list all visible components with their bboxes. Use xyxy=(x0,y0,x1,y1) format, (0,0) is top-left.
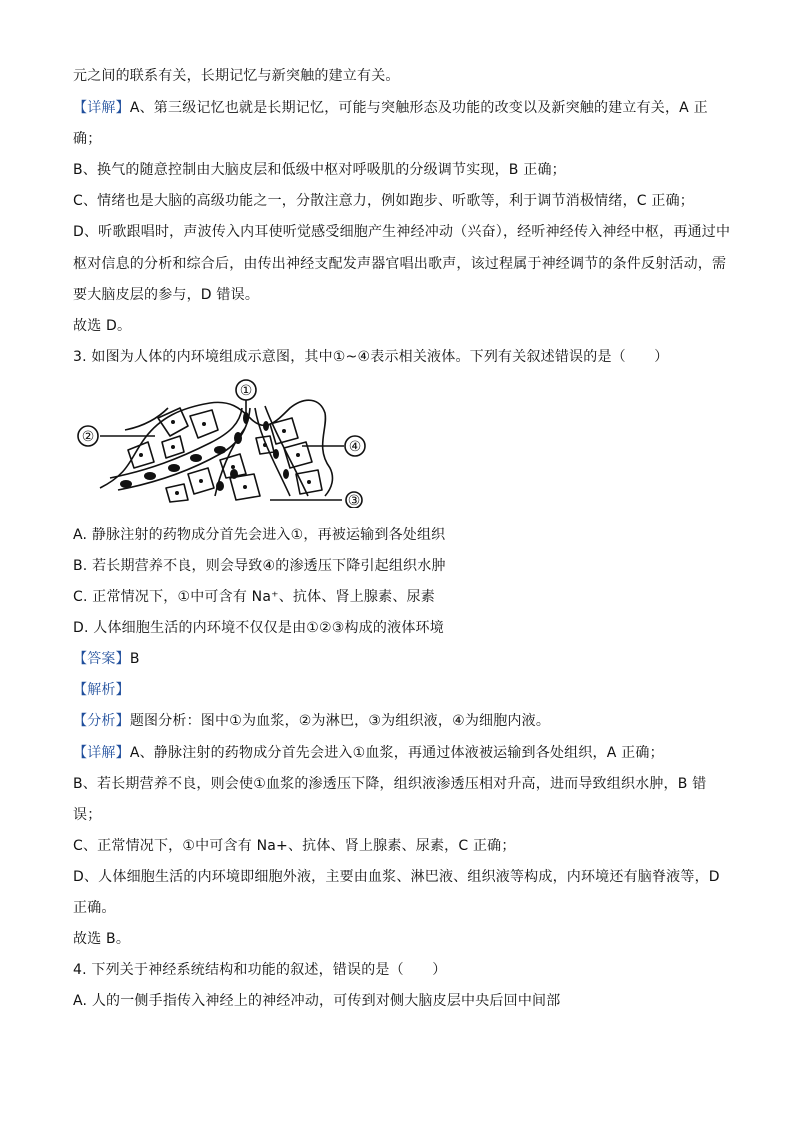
text-line: B、换气的随意控制由大脑皮层和低级中枢对呼吸肌的分级调节实现，B 正确； xyxy=(73,162,566,178)
q4-option-a: A. 人的一侧手指传入神经上的神经冲动，可传到对侧大脑皮层中央后回中间部 xyxy=(73,993,561,1009)
detail-tag: 【详解】 xyxy=(73,100,130,116)
option-d: D. 人体细胞生活的内环境不仅仅是由①②③构成的液体环境 xyxy=(73,620,444,636)
detail-line xyxy=(73,743,664,763)
option-c: C. 正常情况下，①中可含有 Na⁺、抗体、肾上腺素、尿素 xyxy=(73,589,435,605)
text-line: 枢对信息的分析和综合后，由传出神经支配发声器官唱出歌声，该过程属于神经调节的条件反射活动，需 xyxy=(73,256,727,272)
text-line xyxy=(73,98,708,118)
option-a: A. 静脉注射的药物成分首先会进入①，再被运输到各处组织 xyxy=(73,527,446,543)
text-line: 元之间的联系有关，长期记忆与新突触的建立有关。 xyxy=(73,68,400,84)
text-line: 要大脑皮层的参与，D 错误。 xyxy=(73,287,260,303)
internal-environment-diagram xyxy=(70,378,380,508)
text-line: D、人体细胞生活的内环境即细胞外液，主要由血浆、淋巴液、组织液等构成，内环境还有脑脊液等，D xyxy=(73,869,720,885)
diagram-label-3: ③ xyxy=(347,493,361,508)
detail-tag: 【详解】 xyxy=(73,745,130,761)
detail-text: A、第三级记忆也就是长期记忆，可能与突触形态及功能的改变以及新突触的建立有关，A 正 xyxy=(129,100,708,116)
text-line: D、听歌跟唱时，声波传入内耳使听觉感受细胞产生神经冲动（兴奋），经听神经传入神经中枢，再通过中 xyxy=(73,224,731,240)
detail-text: A、静脉注射的药物成分首先会进入①血浆，再通过体液被运输到各处组织，A 正确； xyxy=(129,745,664,761)
text-line: 误； xyxy=(73,807,102,823)
text-line: C、正常情况下，①中可含有 Na+、抗体、肾上腺素、尿素，C 正确； xyxy=(73,838,516,854)
fenxi-text: 题图分析：图中①为血浆，②为淋巴，③为组织液，④为细胞内液。 xyxy=(129,713,551,729)
text-line: 故选 D。 xyxy=(73,318,132,334)
diagram-label-4: ④ xyxy=(348,439,362,455)
question-4-stem: 4. 下列关于神经系统结构和功能的叙述，错误的是（ ） xyxy=(73,962,447,978)
diagram-label-2: ② xyxy=(81,429,95,445)
text-line: 确； xyxy=(73,131,102,147)
text-line: 正确。 xyxy=(73,900,116,916)
answer-value: B xyxy=(129,651,140,667)
fenxi-tag: 【分析】 xyxy=(73,713,130,729)
text-line: C、情绪也是大脑的高级功能之一，分散注意力，例如跑步、听歌等，利于调节消极情绪，C 正确； xyxy=(73,193,694,209)
answer-tag: 【答案】 xyxy=(73,651,130,667)
analysis-tag: 【解析】 xyxy=(73,682,130,698)
diagram-label-1: ① xyxy=(239,383,253,399)
question-3-stem: 3. 如图为人体的内环境组成示意图，其中①~④表示相关液体。下列有关叙述错误的是（ ） xyxy=(73,349,669,365)
answer-line xyxy=(73,649,140,669)
text-line: B、若长期营养不良，则会使①血浆的渗透压下降，组织液渗透压相对升高，进而导致组织水肿，B 错 xyxy=(73,776,707,792)
analysis-line xyxy=(73,711,550,731)
option-b: B. 若长期营养不良，则会导致④的渗透压下降引起组织水肿 xyxy=(73,558,446,574)
text-line: 故选 B。 xyxy=(73,931,131,947)
